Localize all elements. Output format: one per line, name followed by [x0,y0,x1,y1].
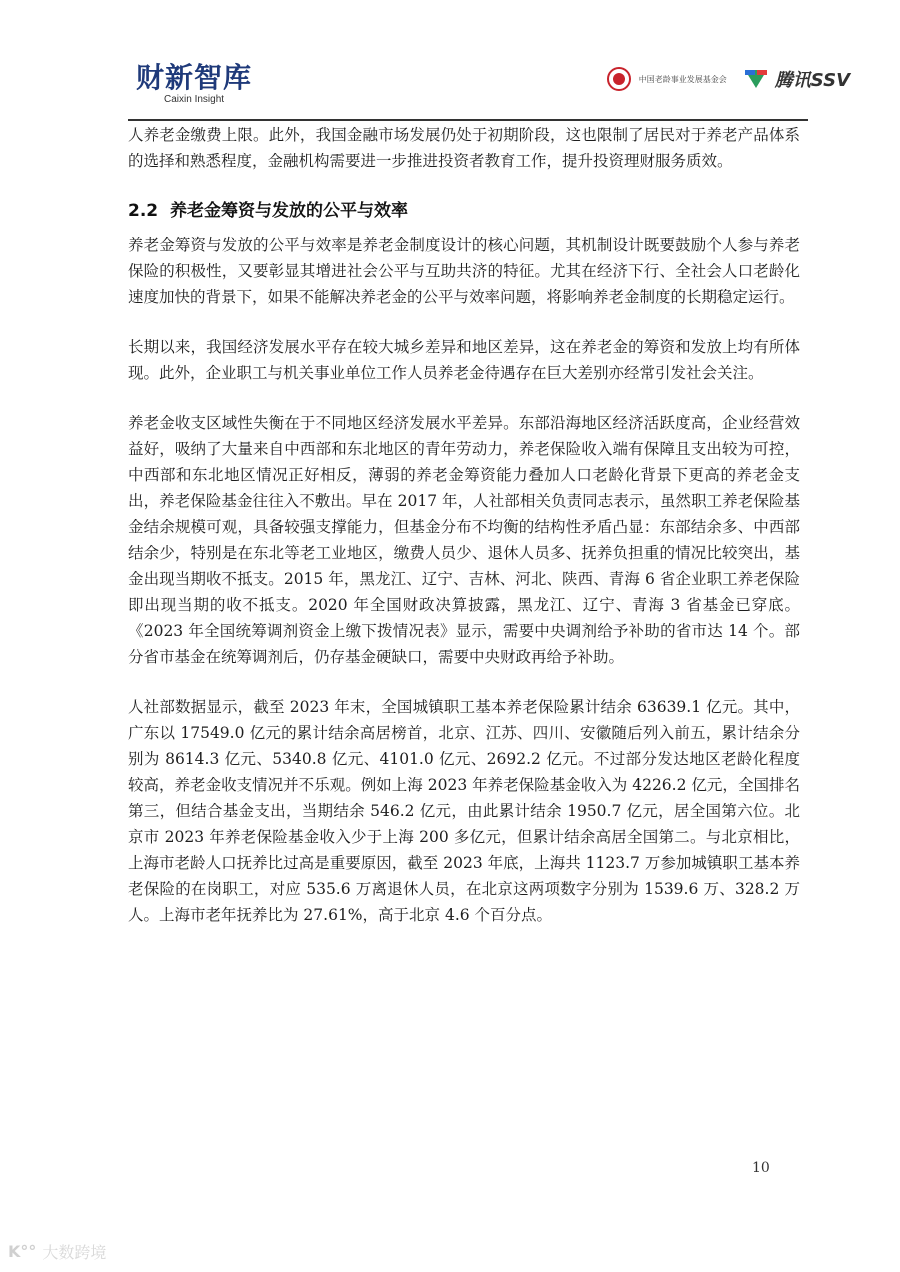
intro-paragraph: 人养老金缴费上限。此外，我国金融市场发展仍处于初期阶段，这也限制了居民对于养老产品体系的选择和熟悉程度，金融机构需要进一步推进投资者教育工作，提升投资理财服务质效。 [128,126,800,170]
logo-cn-text: 财新智库 [136,61,253,94]
watermark-text: 大数跨境 [42,1243,107,1262]
paragraph: 长期以来，我国经济发展水平存在较大城乡差异和地区差异，这在养老金的筹资和发放上均有所体现。此外，企业职工与机关事业单位工作人员养老金待遇存在巨大差别亦经常引发社会关注。 [128,338,800,382]
logo-en-text: Caixin Insight [164,94,225,105]
page-number: 10 [752,1160,770,1176]
paragraph: 人社部数据显示，截至 2023 年末，全国城镇职工基本养老保险累计结余 63639.1 亿元。其中，广东以 17549.0 亿元的累计结余高居榜首，北京、江苏、四川、安徽随后列入前五，累计结余分别为 8614.3 亿元、5340.8 亿元、4101.0 亿元、2692.2 亿元。不过部分发达地区老龄化程度较高，养老金收支情况并不乐观。例如上海 2023 年养老保险基金收入为 4226.2 亿元，全国排名第三，但结合基金支出，当期结余 546.2 亿元，由此累计结余 1950.7 亿元，居全国第六位。北京市 2023 年养老保险基金收入少于上海 200 多亿元，但累计结余高居全国第二。与北京相比，上海市老龄人口抚养比过高是重要原因，截至 2023 年底，上海共 1123.7 万参加城镇职工基本养老保险的在岗职工，对应 535.6 万离退休人员，在北京这两项数字分别为 1539.6 万、328.2 万人。上海市老年抚养比为 27.61%，高于北京 4.6 个百分点。 [128,698,800,924]
tencent-ssv-triangle-icon [745,70,767,88]
aging-fund-emblem-icon [607,67,631,91]
paragraph: 养老金收支区域性失衡在于不同地区经济发展水平差异。东部沿海地区经济活跃度高，企业经营效益好，吸纳了大量来自中西部和东北地区的青年劳动力，养老保险收入端有保障且支出较为可控，中西部和东北地区情况正好相反，薄弱的养老金筹资能力叠加人口老龄化背景下更高的养老金支出，养老保险基金往往入不敷出。早在 2017 年，人社部相关负责同志表示，虽然职工养老保险基金结余规模可观，具备较强支撑能力，但基金分布不均衡的结构性矛盾凸显：东部结余多、中西部结余少，特别是在东北等老工业地区，缴费人员少、退休人员多、抚养负担重的情况比较突出，基金出现当期收不抵支。2015 年，黑龙江、辽宁、吉林、河北、陕西、青海 6 省企业职工养老保险即出现当期的收不抵支。2020 年全国财政决算披露，黑龙江、辽宁、青海 3 省基金已穿底。《2023 年全国统筹调剂资金上缴下拨情况表》显示，需要中央调剂给予补助的省市达 14 个。部分省市基金在统筹调剂后，仍存基金硬缺口，需要中央财政再给予补助。 [128,414,800,666]
aging-fund-name: 中国老龄事业发展基金会 [638,74,727,84]
section-title: 养老金筹资与发放的公平与效率 [169,201,408,221]
document-body [128,114,800,928]
paragraph: 养老金筹资与发放的公平与效率是养老金制度设计的核心问题，其机制设计既要鼓励个人参与养老保险的积极性，又要彰显其增进社会公平与互助共济的特征。尤其在经济下行、全社会人口老龄化速度加快的背景下，如果不能解决养老金的公平与效率问题，将影响养老金制度的长期稳定运行。 [128,236,800,306]
page-header [128,60,850,118]
partner-logos [607,66,850,92]
watermark-logo-icon: K°° [8,1242,37,1261]
section-heading [128,194,800,228]
section-number: 2.2 [128,201,159,221]
watermark [8,1240,106,1263]
tencent-ssv-name: 腾讯SSV [774,70,850,91]
caixin-insight-logo [136,62,252,106]
